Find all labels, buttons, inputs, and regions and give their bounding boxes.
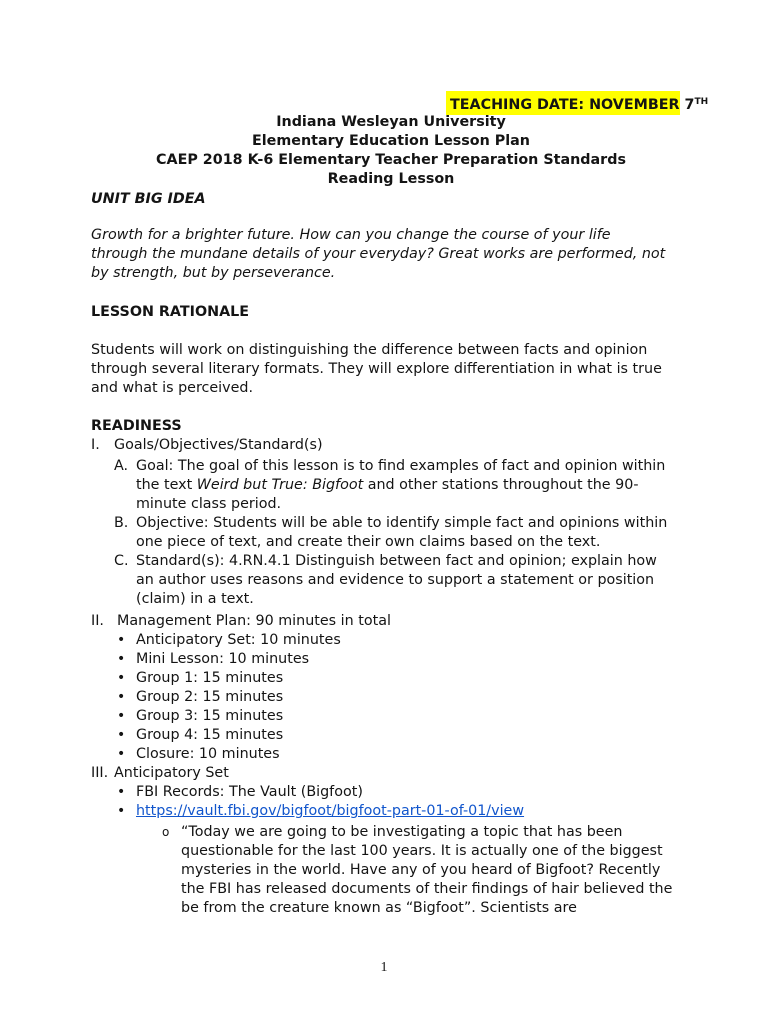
university-name: Indiana Wesleyan University: [276, 114, 506, 130]
goal-line: Goal: The goal of this lesson is to find examples of fact and opinion within: [136, 458, 666, 474]
bullet-icon: •: [117, 727, 126, 743]
quote-line: “Today we are going to be investigating a topic that has been: [181, 824, 623, 840]
list-item: Mini Lesson: 10 minutes: [136, 651, 310, 667]
quote-line: mysteries in the world. Have any of you heard of Bigfoot? Recently: [181, 862, 661, 878]
list-item: Group 2: 15 minutes: [136, 689, 284, 705]
list-item: FBI Records: The Vault (Bigfoot): [136, 784, 363, 800]
section-title: Management Plan: 90 minutes in total: [117, 613, 391, 629]
list-item: Closure: 10 minutes: [136, 746, 280, 762]
quote-line: be from the creature known as “Bigfoot”. Scientists are: [181, 900, 577, 916]
sub-bullet-icon: o: [162, 825, 170, 839]
standard-line: an author uses reasons and evidence to support a statement or position: [136, 572, 655, 588]
bullet-icon: •: [117, 784, 126, 800]
section-marker: III.: [91, 765, 109, 781]
section-marker: II.: [91, 613, 104, 629]
list-item: Anticipatory Set: 10 minutes: [136, 632, 341, 648]
list-item: Group 1: 15 minutes: [136, 670, 284, 686]
bullet-icon: •: [117, 708, 126, 724]
goal-line: the text Weird but True: Bigfoot and other stations throughout the 90-: [136, 477, 639, 493]
item-marker: B.: [114, 515, 129, 531]
unit-big-idea-heading: UNIT BIG IDEA: [91, 191, 206, 207]
lesson-rationale-heading: LESSON RATIONALE: [91, 304, 250, 320]
goal-line: minute class period.: [136, 496, 282, 512]
page-number: 1: [380, 960, 388, 975]
bullet-icon: •: [117, 632, 126, 648]
item-marker: C.: [114, 553, 129, 569]
section-title: Anticipatory Set: [114, 765, 229, 781]
objective-line: one piece of text, and create their own claims based on the text.: [136, 534, 601, 550]
section-title: Goals/Objectives/Standard(s): [114, 437, 323, 453]
standards-title: CAEP 2018 K-6 Elementary Teacher Preparation Standards: [156, 152, 626, 168]
bullet-icon: •: [117, 689, 126, 705]
standard-line: Standard(s): 4.RN.4.1 Distinguish between fact and opinion; explain how: [136, 553, 657, 569]
section-marker: I.: [91, 437, 100, 453]
teaching-date: TEACHING DATE: NOVEMBER 7TH: [450, 97, 709, 113]
book-title: Weird but True: Bigfoot: [196, 477, 364, 493]
unit-big-idea-text: Growth for a brighter future. How can you change the course of your life through the mundane details of your everyday? Great works are performed, not by strength, but by perseverance.: [91, 227, 666, 281]
quote-line: questionable for the last 100 years. It is actually one of the biggest: [181, 843, 663, 859]
plan-title: Elementary Education Lesson Plan: [252, 133, 530, 149]
bullet-icon: •: [117, 651, 126, 667]
objective-line: Objective: Students will be able to identify simple fact and opinions within: [136, 515, 668, 531]
standard-line: (claim) in a text.: [136, 591, 254, 607]
bullet-icon: •: [117, 803, 126, 819]
quote-line: the FBI has released documents of their findings of hair believed the: [181, 881, 673, 897]
bullet-icon: •: [117, 670, 126, 686]
readiness-heading: READINESS: [91, 418, 182, 434]
lesson-rationale-text: Students will work on distinguishing the difference between facts and opinion through several literary formats. They will explore differentiation in what is true and what is perceived.: [91, 342, 662, 396]
lesson-type: Reading Lesson: [327, 171, 455, 187]
item-marker: A.: [114, 458, 129, 474]
list-item: Group 4: 15 minutes: [136, 727, 284, 743]
list-item: Group 3: 15 minutes: [136, 708, 284, 724]
fbi-vault-link[interactable]: https://vault.fbi.gov/bigfoot/bigfoot-part-01-of-01/view: [136, 803, 525, 819]
bullet-icon: •: [117, 746, 126, 762]
